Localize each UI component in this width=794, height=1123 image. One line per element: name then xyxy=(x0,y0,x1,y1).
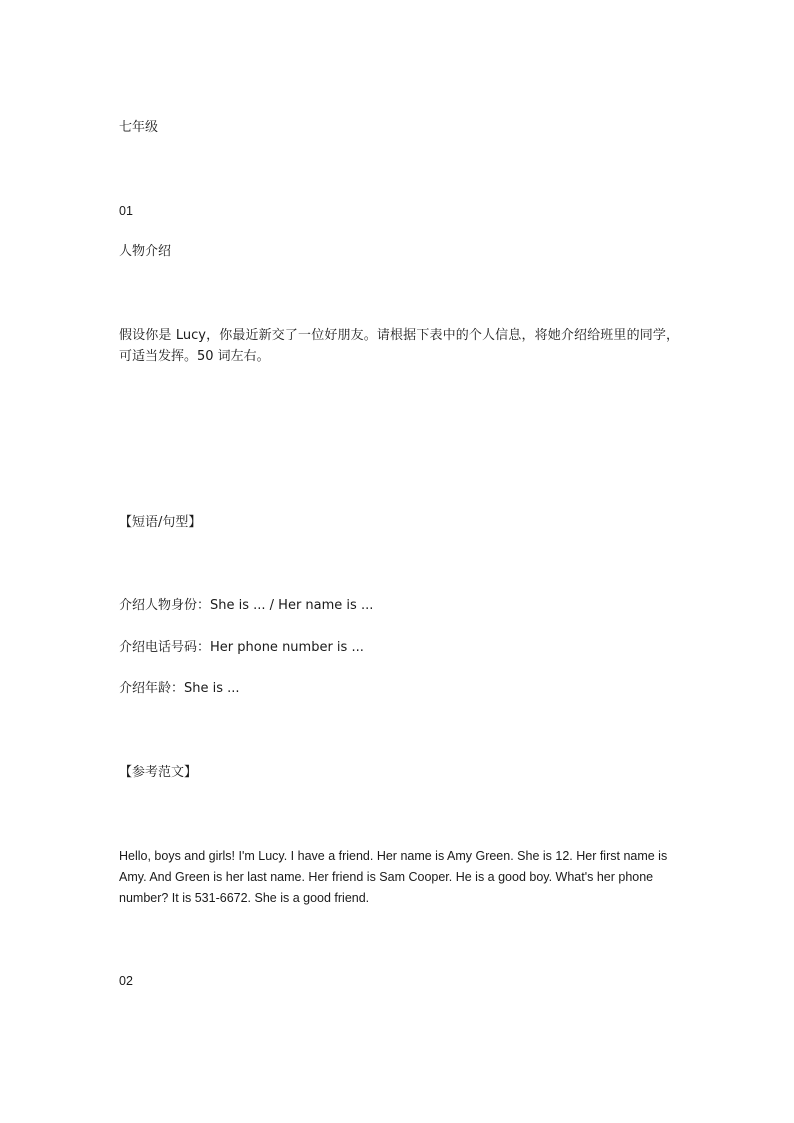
phrase-item: 介绍电话号码：Her phone number is ... xyxy=(119,640,364,655)
grade-label: 七年级 xyxy=(119,120,159,135)
phrase-item: 介绍人物身份：She is ... / Her name is ... xyxy=(119,598,374,613)
phrases-heading: 【短语/句型】 xyxy=(119,515,202,530)
sample-heading: 【参考范文】 xyxy=(119,765,198,780)
writing-prompt: 假设你是 Lucy，你最近新交了一位好朋友。请根据下表中的个人信息，将她介绍给班里的同学，可适当发挥。50 词左右。 xyxy=(119,328,679,364)
section-number-01: 01 xyxy=(119,204,133,218)
section-number-02: 02 xyxy=(119,974,133,988)
section-title: 人物介绍 xyxy=(119,244,172,259)
phrase-item: 介绍年龄：She is ... xyxy=(119,681,240,696)
sample-essay: Hello, boys and girls! I'm Lucy. I have a friend. Her name is Amy Green. She is 12. Her first name is Amy. And Green is her last name. Her friend is Sam Cooper. He is a good boy. What's her phone number? It is 531-6672. She is a good friend. xyxy=(119,849,668,905)
